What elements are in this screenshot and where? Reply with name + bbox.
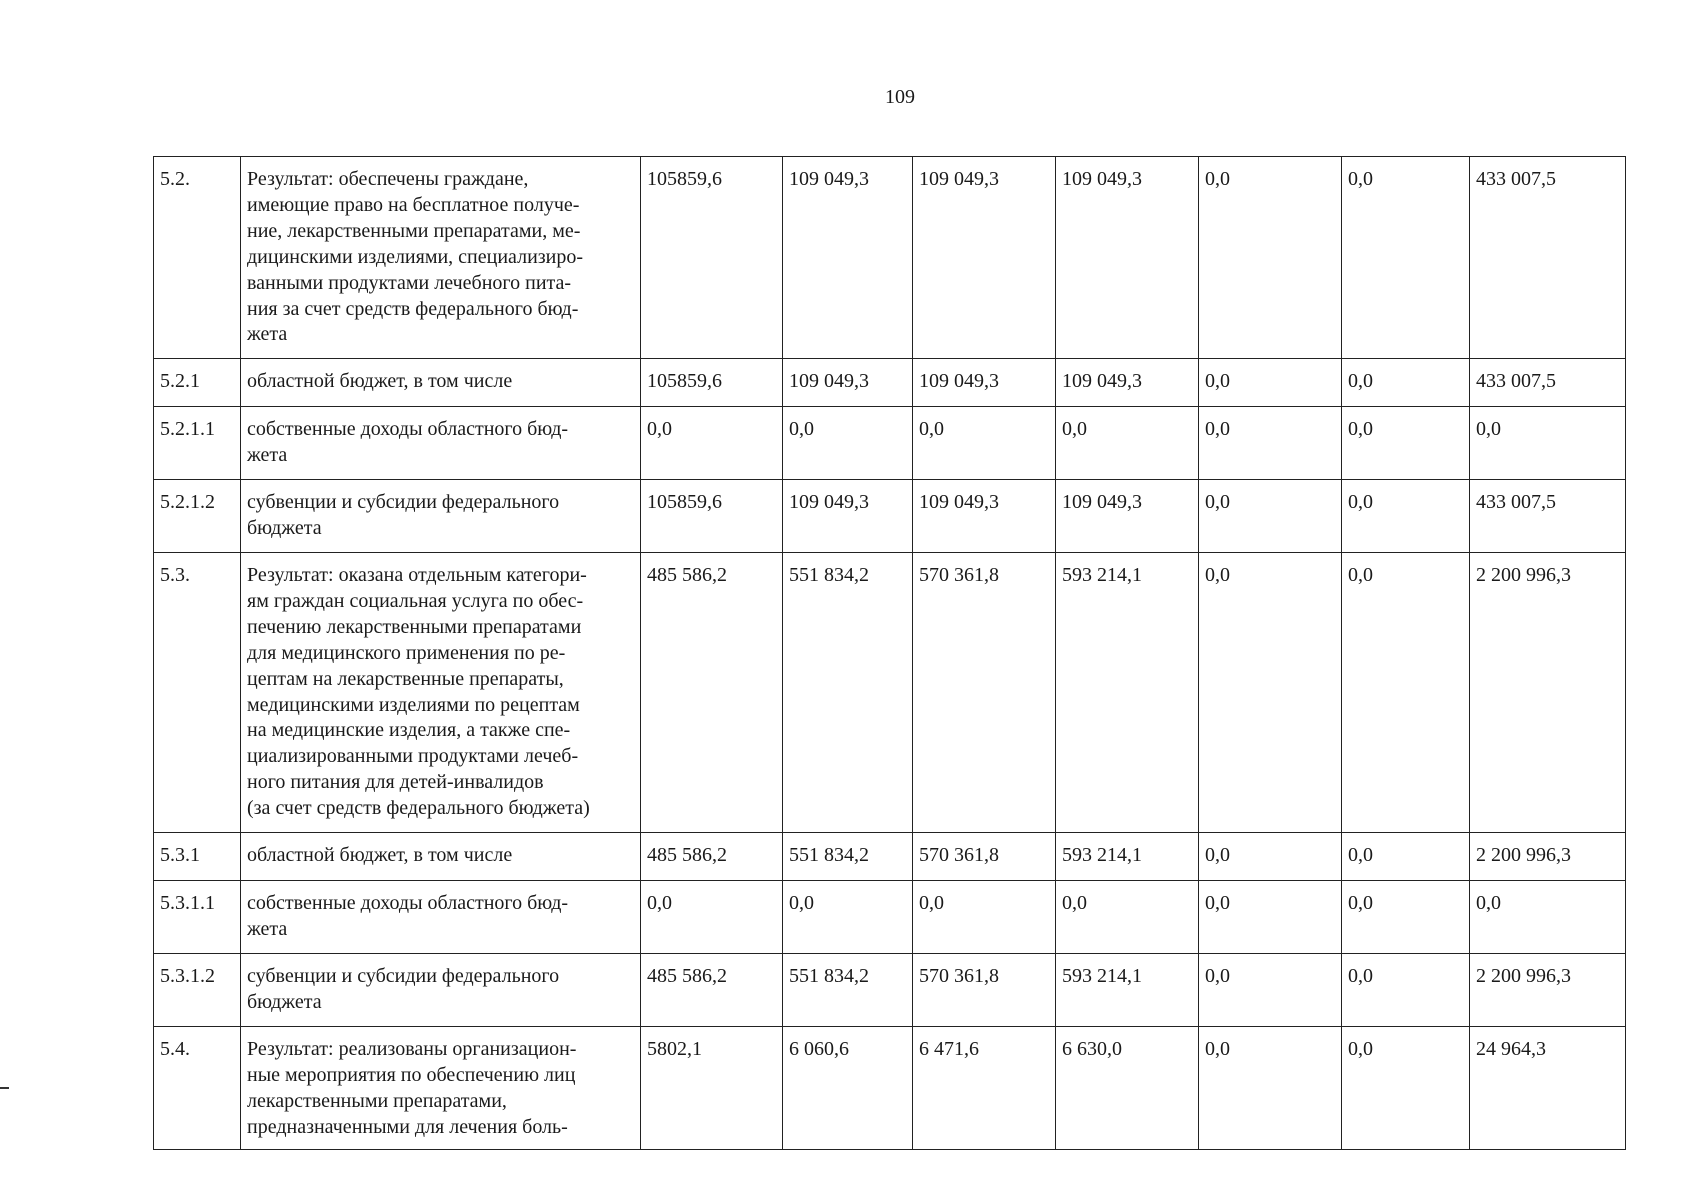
row-code: 5.4. [154, 1027, 241, 1150]
row-code: 5.2.1.1 [154, 407, 241, 480]
row-description: областной бюджет, в том числе [241, 833, 641, 881]
row-value: 0,0 [783, 407, 913, 480]
row-value: 551 834,2 [783, 553, 913, 833]
row-value: 0,0 [1199, 157, 1342, 359]
row-value: 0,0 [1199, 407, 1342, 480]
row-value: 0,0 [1199, 359, 1342, 407]
row-value: 570 361,8 [913, 954, 1056, 1027]
table-row [154, 407, 1626, 480]
row-value: 0,0 [913, 407, 1056, 480]
row-value: 109 049,3 [1056, 480, 1199, 553]
row-total: 0,0 [1470, 407, 1626, 480]
row-value: 109 049,3 [913, 480, 1056, 553]
row-description: областной бюджет, в том числе [241, 359, 641, 407]
table-row [154, 359, 1626, 407]
row-value: 0,0 [1342, 1027, 1470, 1150]
row-value: 0,0 [1199, 881, 1342, 954]
row-value: 6 630,0 [1056, 1027, 1199, 1150]
row-value: 6 060,6 [783, 1027, 913, 1150]
row-value: 593 214,1 [1056, 553, 1199, 833]
row-value: 105859,6 [641, 157, 783, 359]
row-code: 5.3.1.2 [154, 954, 241, 1027]
row-value: 551 834,2 [783, 833, 913, 881]
row-value: 593 214,1 [1056, 954, 1199, 1027]
row-total: 0,0 [1470, 881, 1626, 954]
row-value: 6 471,6 [913, 1027, 1056, 1150]
row-value: 109 049,3 [1056, 157, 1199, 359]
row-value: 105859,6 [641, 480, 783, 553]
row-value: 109 049,3 [913, 157, 1056, 359]
row-code: 5.2. [154, 157, 241, 359]
row-value: 0,0 [1342, 157, 1470, 359]
row-code: 5.2.1 [154, 359, 241, 407]
row-value: 551 834,2 [783, 954, 913, 1027]
row-description: собственные доходы областного бюд- жета [241, 407, 641, 480]
row-value: 109 049,3 [783, 359, 913, 407]
table-row [154, 881, 1626, 954]
row-value: 0,0 [641, 407, 783, 480]
row-total: 24 964,3 [1470, 1027, 1626, 1150]
row-value: 485 586,2 [641, 833, 783, 881]
row-value: 0,0 [641, 881, 783, 954]
table-row [154, 553, 1626, 833]
table-row [154, 480, 1626, 553]
row-total: 433 007,5 [1470, 480, 1626, 553]
row-value: 0,0 [1199, 1027, 1342, 1150]
page-number: 109 [885, 86, 915, 108]
row-description: Результат: оказана отдельным категори- ям граждан социальная услуга по обес- печению лекарственными препаратами для медицинского применения по ре- цептам на лекарственные препараты, медицинскими изделиями по рецептам на медицинские изделия, а также спе- циализированными продуктами лечеб- ного питания для детей-инвалидов (за счет средств федерального бюджета) [241, 553, 641, 833]
row-code: 5.2.1.2 [154, 480, 241, 553]
row-total: 433 007,5 [1470, 359, 1626, 407]
row-value: 105859,6 [641, 359, 783, 407]
row-value: 109 049,3 [913, 359, 1056, 407]
row-total: 2 200 996,3 [1470, 954, 1626, 1027]
row-value: 0,0 [1342, 881, 1470, 954]
row-value: 0,0 [1342, 954, 1470, 1027]
row-description: собственные доходы областного бюд- жета [241, 881, 641, 954]
row-value: 0,0 [1056, 881, 1199, 954]
row-total: 2 200 996,3 [1470, 833, 1626, 881]
row-value: 0,0 [1342, 407, 1470, 480]
row-value: 570 361,8 [913, 553, 1056, 833]
row-value: 570 361,8 [913, 833, 1056, 881]
row-value: 593 214,1 [1056, 833, 1199, 881]
table-row [154, 954, 1626, 1027]
row-value: 109 049,3 [783, 480, 913, 553]
row-value: 0,0 [913, 881, 1056, 954]
row-description: Результат: обеспечены граждане, имеющие право на бесплатное получе- ние, лекарственными препаратами, ме- дицинскими изделиями, специализиро- ванными продуктами лечебного пита- ния за счет средств федерального бюд- жета [241, 157, 641, 359]
row-value: 0,0 [1199, 553, 1342, 833]
row-value: 0,0 [1199, 480, 1342, 553]
row-value: 5802,1 [641, 1027, 783, 1150]
row-value: 0,0 [1199, 954, 1342, 1027]
row-total: 433 007,5 [1470, 157, 1626, 359]
row-code: 5.3. [154, 553, 241, 833]
row-value: 0,0 [1056, 407, 1199, 480]
budget-table [153, 156, 1626, 1150]
row-total: 2 200 996,3 [1470, 553, 1626, 833]
row-description: субвенции и субсидии федерального бюджета [241, 480, 641, 553]
row-code: 5.3.1.1 [154, 881, 241, 954]
table-row [154, 833, 1626, 881]
row-value: 0,0 [783, 881, 913, 954]
row-code: 5.3.1 [154, 833, 241, 881]
row-value: 109 049,3 [783, 157, 913, 359]
row-value: 485 586,2 [641, 954, 783, 1027]
row-value: 0,0 [1342, 553, 1470, 833]
row-description: субвенции и субсидии федерального бюджета [241, 954, 641, 1027]
table-row [154, 157, 1626, 359]
row-value: 109 049,3 [1056, 359, 1199, 407]
row-value: 0,0 [1199, 833, 1342, 881]
row-value: 0,0 [1342, 359, 1470, 407]
row-value: 0,0 [1342, 480, 1470, 553]
row-value: 485 586,2 [641, 553, 783, 833]
margin-mark [0, 1087, 9, 1089]
row-value: 0,0 [1342, 833, 1470, 881]
table-row [154, 1027, 1626, 1150]
row-description: Результат: реализованы организацион- ные мероприятия по обеспечению лиц лекарственными препаратами, предназначенными для лечения боль- [241, 1027, 641, 1150]
